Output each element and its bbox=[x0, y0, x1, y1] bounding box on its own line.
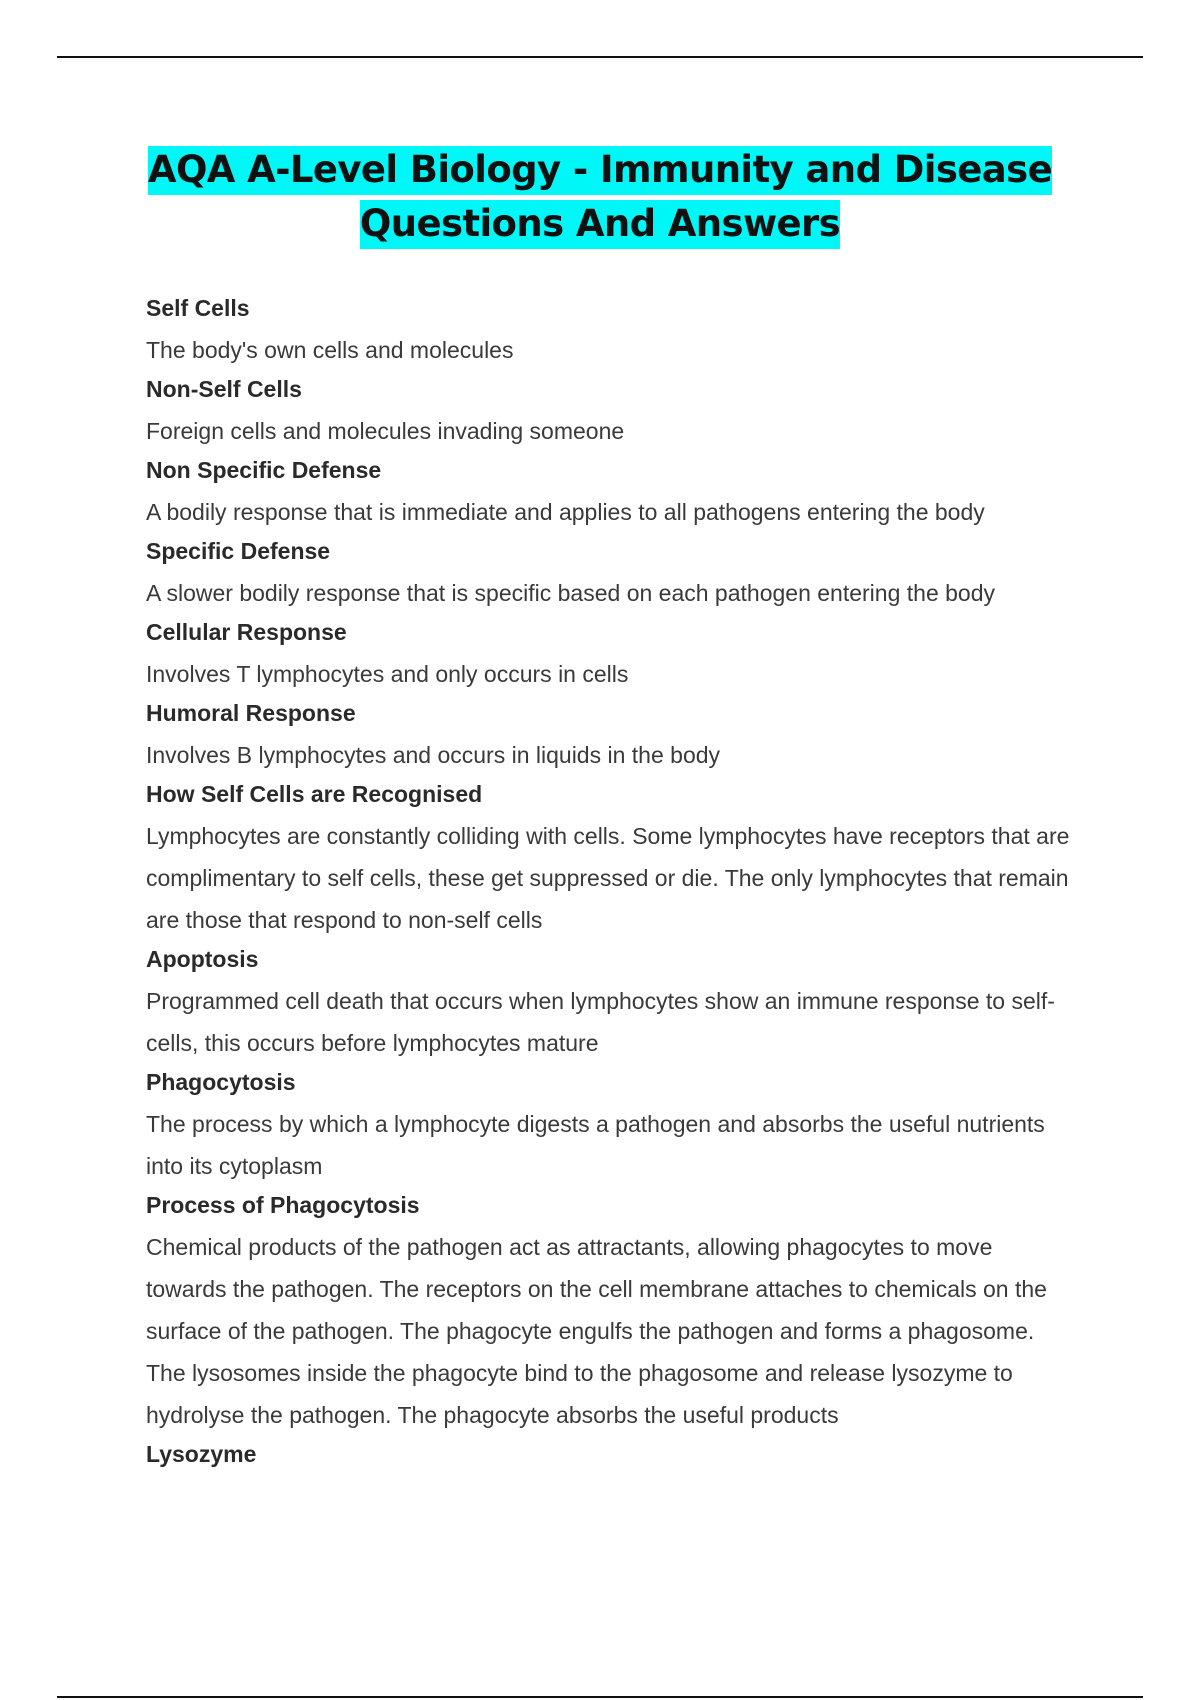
title-line-1: AQA A-Level Biology - Immunity and Disease bbox=[148, 146, 1052, 195]
title-line-2: Questions And Answers bbox=[360, 200, 840, 249]
bottom-rule bbox=[57, 1696, 1143, 1698]
top-rule bbox=[57, 56, 1143, 58]
qa-item bbox=[146, 1066, 1076, 1189]
term: Phagocytosis bbox=[146, 1069, 296, 1095]
qa-item bbox=[146, 778, 1076, 943]
definition: A slower bodily response that is specific based on each pathogen entering the body bbox=[146, 580, 996, 606]
term: Non-Self Cells bbox=[146, 376, 302, 402]
term: Specific Defense bbox=[146, 538, 331, 564]
term: Non Specific Defense bbox=[146, 457, 382, 483]
definition: A bodily response that is immediate and applies to all pathogens entering the body bbox=[146, 499, 985, 525]
qa-item bbox=[146, 535, 1076, 616]
term: How Self Cells are Recognised bbox=[146, 781, 483, 807]
definition: Chemical products of the pathogen act as attractants, allowing phagocytes to move towards the pathogen. The receptors on the cell membrane attaches to chemicals on the surface of the pathogen. The phagocyte engulfs the pathogen and forms a phagosome. The lysosomes inside the phagocyte bind to the phagosome and release lysozyme to hydrolyse the pathogen. The phagocyte absorbs the useful products bbox=[146, 1234, 1047, 1428]
term: Cellular Response bbox=[146, 619, 347, 645]
qa-item bbox=[146, 943, 1076, 1066]
term: Humoral Response bbox=[146, 700, 356, 726]
term: Lysozyme bbox=[146, 1441, 257, 1467]
definition: Programmed cell death that occurs when lymphocytes show an immune response to self-cells, this occurs before lymphocytes mature bbox=[146, 988, 1055, 1056]
term: Self Cells bbox=[146, 295, 250, 321]
term: Process of Phagocytosis bbox=[146, 1192, 420, 1218]
term: Apoptosis bbox=[146, 946, 259, 972]
definition: The process by which a lymphocyte digests a pathogen and absorbs the useful nutrients into its cytoplasm bbox=[146, 1111, 1045, 1179]
qa-item bbox=[146, 292, 1076, 373]
qa-item bbox=[146, 697, 1076, 778]
definition: Involves T lymphocytes and only occurs in cells bbox=[146, 661, 629, 687]
definition: Involves B lymphocytes and occurs in liquids in the body bbox=[146, 742, 721, 768]
definition: Lymphocytes are constantly colliding with cells. Some lymphocytes have receptors that are complimentary to self cells, these get suppressed or die. The only lymphocytes that remain are those that respond to non-self cells bbox=[146, 823, 1070, 933]
page-title bbox=[0, 143, 1200, 251]
qa-item bbox=[146, 1438, 1076, 1479]
qa-list bbox=[146, 292, 1076, 1479]
qa-item bbox=[146, 454, 1076, 535]
qa-item bbox=[146, 373, 1076, 454]
definition: The body's own cells and molecules bbox=[146, 337, 514, 363]
qa-item bbox=[146, 1189, 1076, 1438]
definition: Foreign cells and molecules invading someone bbox=[146, 418, 625, 444]
qa-item bbox=[146, 616, 1076, 697]
